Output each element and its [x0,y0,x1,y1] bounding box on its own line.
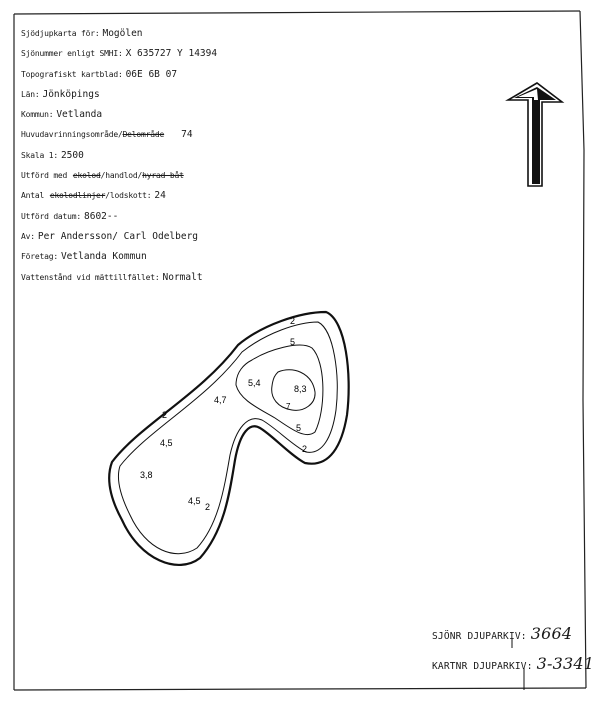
depth-label: 5 [290,337,296,347]
coords-value: X 635727 Y 14394 [125,48,218,60]
depth-label: 2 [162,410,168,420]
company-row [21,247,351,267]
company-label: Företag: [21,252,58,262]
depth-label: 7 [286,402,291,411]
by-value: Per Andersson/ Carl Odelberg [37,230,199,242]
municipality-value: Vetlanda [56,109,103,121]
archive-kartnr-label: KARTNR DJUPARKIV: [432,661,533,672]
municipality-row [21,105,351,125]
count-mid: /lodskott: [105,191,152,201]
method-row [21,166,351,186]
coords-row [21,44,351,64]
basin-struck: Delområde [122,130,165,140]
by-label: Av: [21,231,35,241]
scale-value: 2500 [60,149,84,161]
basin-value: 74 [181,129,193,141]
basin-label: Huvudavrinningsområde/ [21,130,123,140]
frame-top-line [14,11,580,14]
topo-value: 06E 6B 07 [125,68,178,80]
depth-label: 4,5 [188,496,201,506]
water-label: Vattenstånd vid mättillfället: [21,272,160,282]
company-value: Vetlanda Kommun [60,251,147,263]
method-label: Utförd med [21,171,68,181]
depth-label: 5,4 [248,378,261,388]
archive-kartnr [432,654,594,673]
depth-label: 2 [290,316,296,326]
county-value: Jönköpings [42,88,100,100]
water-value: Normalt [162,271,203,283]
count-value: 24 [154,190,166,202]
scale-label: Skala 1: [21,150,58,160]
depth-label: 8,3 [294,384,307,394]
depth-label: 5 [296,423,302,433]
count-struck: ekolodlinjer [49,191,106,201]
water-row [21,268,351,288]
depth-label: 4,5 [160,438,173,448]
archive-sjonr [432,624,572,643]
date-label: Utförd datum: [21,211,82,221]
archive-sjonr-value: 3664 [530,624,573,643]
date-value: 8602-- [84,210,119,222]
north-arrow-icon [508,83,562,186]
lake-label: Sjödjupkarta för: [21,29,100,38]
count-row [21,186,351,206]
topo-row [21,65,351,85]
archive-kartnr-value: 3-3341 [536,654,595,673]
depth-label: 3,8 [140,470,153,480]
scale-row [21,146,351,166]
county-label: Län: [21,89,40,99]
method-mid: /handlod/ [100,171,143,181]
by-row [21,227,351,247]
frame-right-line [580,11,586,688]
county-row [21,85,351,105]
depth-contour-5 [236,345,323,435]
lake-shoreline [109,312,348,565]
municipality-label: Kommun: [21,110,54,120]
archive-sjonr-label: SJÖNR DJUPARKIV: [432,631,527,642]
depth-label: 2 [302,444,308,454]
topo-label: Topografiskt kartblad: [21,69,123,79]
lake-row [21,24,351,44]
basin-row [21,125,351,145]
map-header [21,24,351,288]
method-struck-1: ekolod [72,171,101,181]
depth-label: 2 [205,502,211,512]
depth-label: 4,7 [214,395,227,405]
count-label: Antal [21,191,45,201]
coords-label: Sjönummer enligt SMHI: [21,49,123,59]
frame-bottom-line [14,688,586,690]
lake-name: Mogölen [102,28,143,39]
date-row [21,207,351,227]
method-struck-2: hyrad båt [142,171,184,181]
